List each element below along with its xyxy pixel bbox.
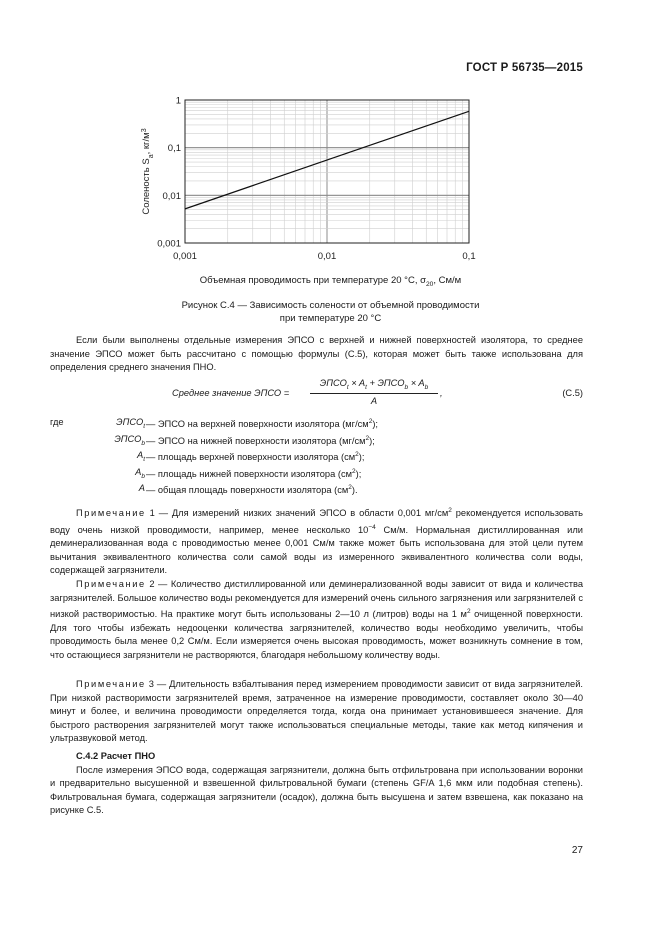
x-tick-label: 0,001 bbox=[173, 251, 197, 262]
note-label: Примечание bbox=[76, 679, 146, 689]
y-axis-label: Соленость $S_a$, $кг/м^3$ bbox=[140, 128, 155, 215]
caption-line-1: Рисунок С.4 — Зависимость солености от объемной проводимости bbox=[181, 300, 480, 311]
note-2: Примечание 2 — Количество дистиллированной или деминерализованной воды зависит от вида и количества загрязнителей. Большое количество воды рекомендуется для измерений очень сильного загрязнения или загрязнителей с низкой растворимостью. На практике могут быть использованы 2—10 л (литров) воды на 1 $м^2$ очищенной поверхности. Для того чтобы избежать недооценки количества загрязнителей, количество воды необходимо увеличить, чтобы проводимость была менее 0,2 См/м. Если измеряется очень высокая проводимость, может возникнуть сомнение в том, что остающиеся загрязнители не растворяются, благодаря небольшому количеству воды. bbox=[50, 579, 583, 660]
x-tick-label: 0,1 bbox=[462, 251, 476, 262]
section-title: С.4.2 Расчет ПНО bbox=[76, 751, 156, 761]
formula-fraction bbox=[310, 378, 438, 406]
y-tick-label: 0,1 bbox=[167, 143, 181, 155]
x-axis-label: Объемная проводимость при температуре 20 °C, $\sigma_{20}$, См/м bbox=[199, 275, 462, 288]
x-tick-label: 0,01 bbox=[317, 251, 337, 262]
chart-grid bbox=[185, 100, 469, 243]
note-label: Примечание bbox=[76, 579, 146, 589]
where-desc: — общая площадь поверхности изолятора $(см^2)$. bbox=[146, 484, 358, 496]
formula-comma: , bbox=[440, 388, 443, 398]
caption-line-2: при температуре 20 °C bbox=[279, 313, 382, 324]
figure-caption bbox=[0, 299, 661, 325]
standard-header: ГОСТ Р 56735—2015 bbox=[466, 62, 583, 74]
where-lead: где bbox=[50, 417, 64, 427]
y-tick-label: 0,001 bbox=[157, 238, 181, 250]
where-symbol: $ЭПСО_b$ bbox=[114, 433, 145, 447]
where-symbol: $A_b$ bbox=[135, 466, 145, 480]
y-tick-label: 1 bbox=[175, 95, 181, 107]
note-label: Примечание bbox=[76, 508, 146, 519]
note-3: Примечание 3 — Длительность взбалтывания перед измерением проводимости зависит от вида загрязнителей. При низкой растворимости загрязнителей время, затраченное на измерение проводимости, составляет около 30—40 минут и более, и величина проводимости определяется тогда, когда она принимает установившееся значение. Для быстрого растворения загрязнителей могут также использоваться специальные методы, такие как метод кипячения и ультразвуковой метод. bbox=[50, 679, 583, 743]
formula-numerator: $ЭПСО_t \times A_t$ + $ЭПСО_b \times A_b$ bbox=[310, 378, 438, 394]
x-tick-labels bbox=[173, 251, 476, 262]
where-desc: — ЭПСО на нижней поверхности изолятора $(мг/см^2)$; bbox=[146, 434, 375, 446]
intro-paragraph: Если были выполнены отдельные измерения ЭПСО с верхней и нижней поверхностей изолятора, то среднее значение ЭПСО может быть рассчитано с помощью формулы (С.5), которая может быть также использована для определения среднего значения ПНО. bbox=[50, 335, 583, 372]
where-desc: — площадь нижней поверхности изолятора $(см^2)$; bbox=[146, 467, 362, 479]
salinity-conductivity-chart bbox=[135, 92, 485, 267]
section-c42 bbox=[50, 750, 583, 818]
where-symbol: $ЭПСО_t$ bbox=[116, 417, 145, 430]
formula-lhs: Среднее значение ЭПСО = bbox=[172, 388, 290, 398]
y-tick-labels bbox=[157, 96, 181, 250]
y-tick-label: 0,01 bbox=[162, 190, 181, 202]
where-list bbox=[50, 414, 583, 497]
note-1: Примечание 1 — Для измерений низких значений ЭПСО в области 0,001 $мг/см^2$ рекомендуется использовать воду очень низкой проводимости, например, менее несколько $10^{-4}$ См/м. Нормальная дистиллированная или деминерализованная вода с проводимостью менее 0,001 См/м также может быть использована для этой цели путем вычитания эквивалентного количества соли самой воды из измеренного эквивалентного количества соли воды, содержащей загрязнители. bbox=[50, 507, 583, 576]
formula-denominator: A bbox=[370, 395, 378, 406]
where-desc: — ЭПСО на верхней поверхности изолятора $(мг/см^2)$; bbox=[146, 418, 379, 430]
where-symbol: A bbox=[138, 483, 145, 493]
section-body: После измерения ЭПСО вода, содержащая загрязнители, должна быть отфильтрована при использовании воронки и предварительно высушенной и взвешенной фильтровальной бумаги (степень GF/A 1,6 мкм или подобная степень). Фильтровальная бумага, содержащая загрязнители (осадок), должна быть высушена и затем взвешена, как показано на рисунке С.5. bbox=[50, 764, 583, 815]
where-desc: — площадь верхней поверхности изолятора $(см^2)$; bbox=[146, 451, 365, 463]
formula-c5 bbox=[150, 378, 583, 410]
where-symbol: $A_t$ bbox=[136, 450, 145, 463]
equation-number: (С.5) bbox=[562, 388, 583, 398]
page-number: 27 bbox=[571, 845, 583, 856]
